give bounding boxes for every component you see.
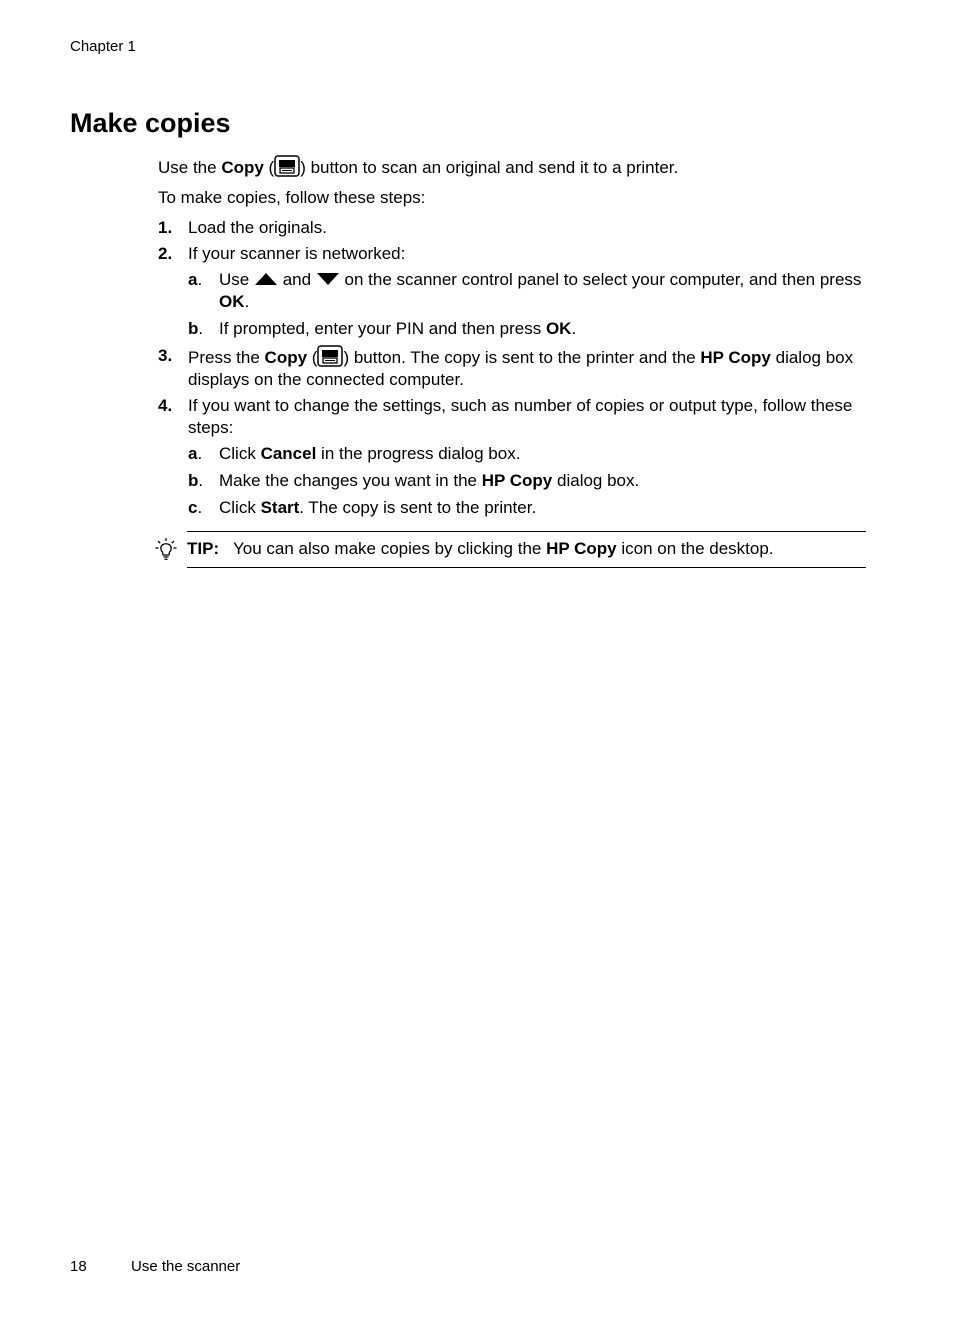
substep-4b: b. Make the changes you want in the HP Copy dialog box.	[188, 471, 640, 490]
step-3: 3. Press the Copy ( ) button. The copy is sent to the printer and the HP Copy dialog box displays on the connected computer.	[158, 346, 854, 389]
step-number: 3.	[158, 346, 173, 365]
step-1: 1. Load the originals.	[158, 218, 327, 237]
main-content	[158, 155, 868, 524]
step-number: 2.	[158, 244, 173, 263]
step-number: 1.	[158, 218, 173, 237]
substep-4a: a. Click Cancel in the progress dialog box.	[188, 444, 521, 463]
chapter-header: Chapter 1	[70, 38, 136, 55]
footer-section-title: Use the scanner	[131, 1258, 241, 1275]
down-arrow-icon	[316, 271, 340, 287]
intro-paragraph: Use the Copy ( ) button to scan an original and send it to a printer.	[158, 155, 868, 179]
copy-button-icon	[274, 155, 300, 177]
step-4: 4. If you want to change the settings, such as number of copies or output type, follow these steps: a. Click Cancel in the progress dialog box. b. Make the changes you want in the HP Copy dialog box. c. Click Start. The copy is sent to the printer.	[158, 395, 868, 519]
tip-box: TIP: You can also make copies by clicking the HP Copy icon on the desktop.	[187, 531, 866, 568]
substep-4c: c. Click Start. The copy is sent to the printer.	[188, 498, 537, 517]
substep-2a: a. Use and on the scanner control panel to select your computer, and then press OK.	[188, 270, 862, 311]
lightbulb-icon	[155, 537, 177, 561]
page-number: 18	[70, 1258, 87, 1275]
tip-label: TIP:	[187, 539, 220, 558]
steps-intro: To make copies, follow these steps:	[158, 188, 426, 207]
substep-2b: b. If prompted, enter your PIN and then press OK.	[188, 319, 577, 338]
copy-button-icon	[317, 345, 343, 367]
step-number: 4.	[158, 396, 173, 415]
step-2: 2. If your scanner is networked: a. Use and on the scanner control panel to select your computer, and then press OK. b. If prompted, enter your PIN and then press OK.	[158, 243, 868, 340]
page-title: Make copies	[70, 108, 231, 138]
up-arrow-icon	[254, 271, 278, 287]
